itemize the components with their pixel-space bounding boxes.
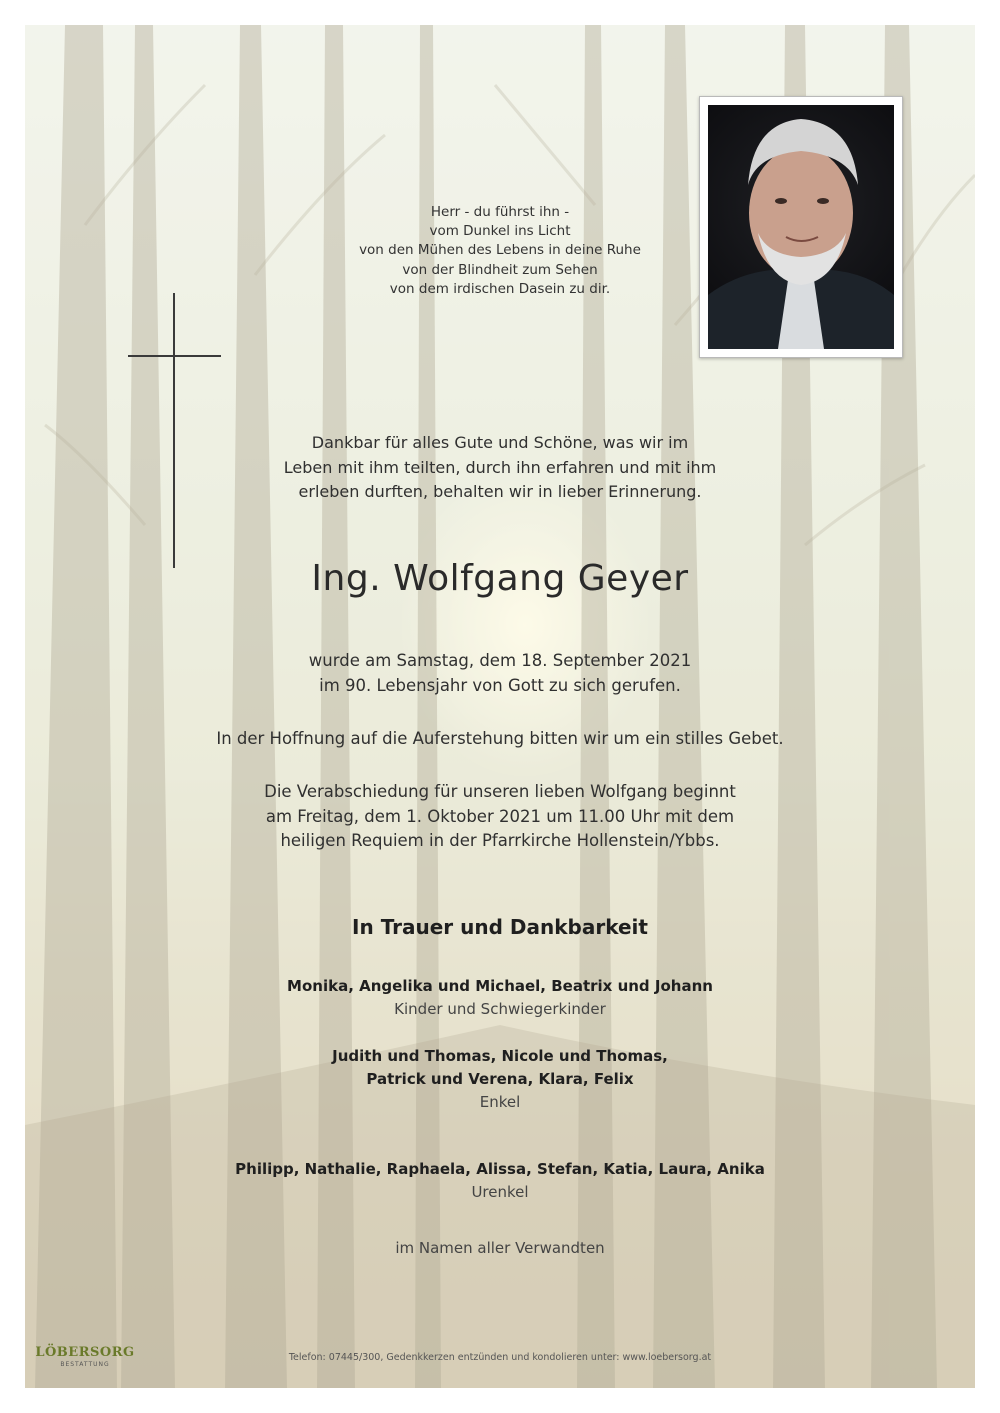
poem-line: vom Dunkel ins Licht — [429, 223, 571, 240]
gratitude-line: Dankbar für alles Gute und Schöne, was wir im — [311, 433, 689, 452]
death-announcement — [25, 649, 975, 698]
farewell-line: heiligen Requiem in der Pfarrkirche Hollenstein/Ybbs. — [280, 831, 720, 850]
obituary-sheet — [25, 25, 975, 1388]
deceased-name: Ing. Wolfgang Geyer — [311, 558, 689, 599]
logo-name: LÖBERSORG — [35, 1345, 135, 1360]
closing-line: im Namen aller Verwandten — [395, 1239, 605, 1257]
family-relation: Kinder und Schwiegerkinder — [394, 1000, 606, 1018]
gratitude-line: Leben mit ihm teilten, durch ihn erfahren und mit ihm — [283, 457, 717, 477]
funeral-details — [25, 780, 975, 854]
cross-icon-horizontal — [128, 355, 221, 357]
poem-line: von den Mühen des Lebens in deine Ruhe — [359, 242, 641, 259]
announcement-line: im 90. Lebensjahr von Gott zu sich gerufen. — [319, 675, 681, 695]
family-group-great-grandchildren — [25, 1158, 975, 1204]
farewell-line: Die Verabschiedung für unseren lieben Wolfgang beginnt — [264, 782, 736, 801]
obituary-content — [25, 25, 975, 1388]
family-group-children — [25, 975, 975, 1021]
mourning-title: In Trauer und Dankbarkeit — [352, 915, 648, 939]
farewell-line: am Freitag, dem 1. Oktober 2021 um 11.00 Uhr mit dem — [265, 806, 735, 826]
poem-line: von der Blindheit zum Sehen — [402, 261, 598, 278]
gratitude-line: erleben durften, behalten wir in lieber Erinnerung. — [298, 482, 702, 501]
poem-line: Herr - du führst ihn - — [430, 204, 570, 220]
family-names: Philipp, Nathalie, Raphaela, Alissa, Stefan, Katia, Laura, Anika — [235, 1160, 765, 1178]
poem-line: von dem irdischen Dasein zu dir. — [389, 280, 611, 297]
family-names: Judith und Thomas, Nicole und Thomas, — [332, 1047, 668, 1065]
portrait-illustration — [708, 105, 894, 349]
family-names: Patrick und Verena, Klara, Felix — [366, 1070, 634, 1088]
portrait-photo — [708, 105, 894, 349]
family-relation: Urenkel — [471, 1183, 529, 1201]
portrait-frame — [699, 96, 903, 358]
family-group-grandchildren — [25, 1045, 975, 1114]
prayer-request: In der Hoffnung auf die Auferstehung bitten wir um ein stilles Gebet. — [216, 729, 784, 748]
footer-contact: Telefon: 07445/300, Gedenkkerzen entzünden und kondolieren unter: www.loebersorg.at — [288, 1352, 712, 1363]
announcement-line: wurde am Samstag, dem 18. September 2021 — [308, 651, 692, 670]
logo-subtitle: BESTATTUNG — [60, 1361, 110, 1368]
family-relation: Enkel — [479, 1093, 521, 1111]
family-names: Monika, Angelika und Michael, Beatrix und Johann — [287, 977, 713, 995]
gratitude-text — [25, 431, 975, 505]
